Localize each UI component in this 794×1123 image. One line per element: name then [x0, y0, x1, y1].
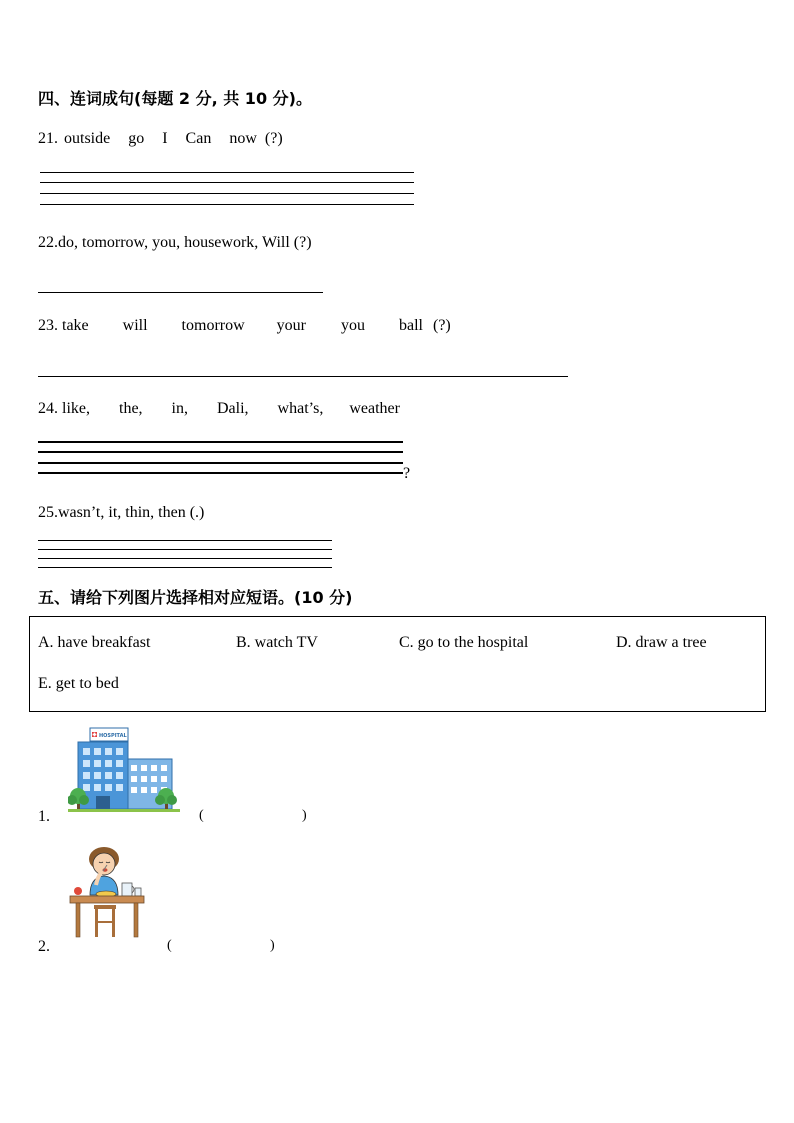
- answer-line[interactable]: [38, 567, 332, 568]
- word: your: [276, 317, 306, 334]
- question-mark: ?: [403, 465, 411, 482]
- word: outside: [64, 130, 111, 147]
- answer-line[interactable]: [38, 549, 332, 550]
- section-4-heading: 四、连词成句(每题 2 分, 共 10 分)。: [38, 89, 312, 108]
- answer-line[interactable]: [40, 204, 414, 205]
- word: you: [340, 317, 365, 334]
- option-a: A. have breakfast: [38, 634, 151, 651]
- question-number: 21.: [38, 130, 58, 147]
- answer-line[interactable]: [38, 441, 403, 443]
- breakfast-illustration: [68, 845, 148, 940]
- word: (?): [264, 130, 283, 147]
- answer-line[interactable]: [40, 193, 414, 194]
- question-21: [38, 130, 283, 148]
- answer-line[interactable]: [40, 182, 414, 183]
- word: Can: [185, 130, 212, 147]
- answer-blank-1[interactable]: [210, 806, 302, 826]
- word: tomorrow: [181, 317, 245, 334]
- word: take: [62, 317, 89, 334]
- option-c: C. go to the hospital: [399, 634, 529, 651]
- answer-line[interactable]: [38, 376, 568, 377]
- option-e: E. get to bed: [38, 675, 119, 692]
- question-number: 24.: [38, 400, 58, 417]
- answer-open-paren: (: [167, 938, 172, 953]
- answer-close-paren: ): [302, 808, 307, 823]
- answer-close-paren: ): [270, 938, 275, 953]
- answer-line[interactable]: [40, 172, 414, 173]
- word: (?): [432, 317, 451, 334]
- word: ball: [398, 317, 423, 334]
- question-25: 25.wasn’t, it, thin, then (.): [38, 504, 205, 521]
- word: will: [122, 317, 148, 334]
- word: Dali,: [217, 400, 249, 417]
- item-1-number: 1.: [38, 808, 50, 825]
- options-box: [29, 616, 766, 712]
- option-d: D. draw a tree: [616, 634, 707, 651]
- word: like,: [62, 400, 90, 417]
- word: I: [162, 130, 168, 147]
- word: now: [229, 130, 257, 147]
- question-22: 22.do, tomorrow, you, housework, Will (?): [38, 234, 312, 251]
- question-24: [38, 400, 400, 418]
- option-b: B. watch TV: [236, 634, 318, 651]
- hospital-sign-text: HOSPITAL: [99, 733, 127, 739]
- question-23: [38, 317, 451, 335]
- question-number: 23.: [38, 317, 58, 334]
- word: go: [128, 130, 145, 147]
- word: the,: [119, 400, 143, 417]
- item-2-number: 2.: [38, 938, 50, 955]
- answer-line[interactable]: [38, 558, 332, 559]
- word: weather: [349, 400, 400, 417]
- hospital-illustration: [68, 726, 180, 814]
- section-5-heading: 五、请给下列图片选择相对应短语。(10 分): [38, 588, 353, 607]
- answer-blank-2[interactable]: [178, 936, 270, 956]
- answer-line[interactable]: [38, 540, 332, 541]
- answer-line[interactable]: [38, 451, 403, 453]
- answer-open-paren: (: [199, 808, 204, 823]
- answer-line[interactable]: [38, 292, 323, 293]
- word: in,: [171, 400, 188, 417]
- answer-line[interactable]: [38, 462, 403, 464]
- answer-line[interactable]: [38, 472, 403, 474]
- word: what’s,: [277, 400, 324, 417]
